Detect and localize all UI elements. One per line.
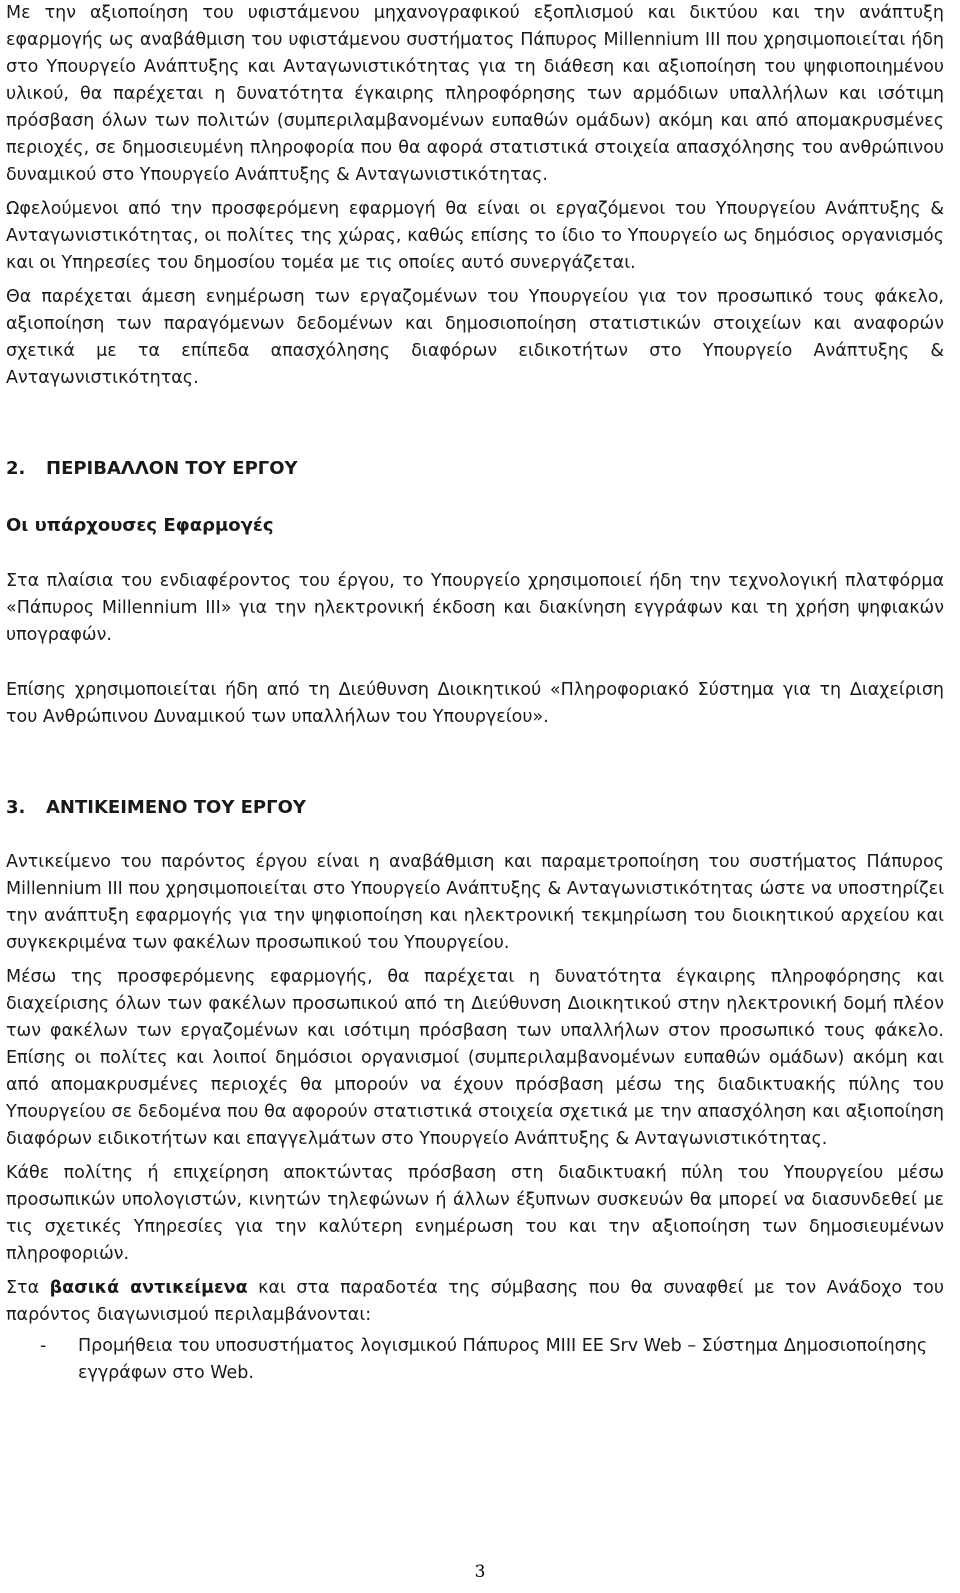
paragraph-intro: Με την αξιοποίηση του υφιστάμενου μηχανογραφικού εξοπλισμού και δικτύου και την ανάπτυξη εφαρμογής ως αναβάθμιση του υφιστάμενου συστήματος Πάπυρος Millennium III που χρησιμοποιείται ήδη στο Υπουργείο Ανάπτυξης και Ανταγωνιστικότητας για τη διάθεση και αξιοποίηση του ψηφιοποιημένου υλικού, θα παρέχεται η δυνατότητα έγκαιρης πληροφόρησης των αρμόδιων υπαλλήλων και ισότιμη πρόσβαση όλων των πολιτών (συμπεριλαμβανομένων ευπαθών ομάδων) ακόμη και από απομακρυσμένες περιοχές, σε δημοσιευμένη πληροφορία που θα αφορά στατιστικά στοιχεία απασχόλησης του ανθρώπινου δυναμικού στο Υπουργείο Ανάπτυξης & Ανταγωνιστικότητας.	[6, 3, 944, 185]
section-2-number: 2.	[6, 458, 26, 479]
section-3-heading	[6, 794, 944, 821]
section-3-title: ΑΝΤΙΚΕΙΜΕΝΟ ΤΟΥ ΕΡΓΟΥ	[46, 797, 306, 818]
paragraph-object-1: Αντικείμενο του παρόντος έργου είναι η αναβάθμιση και παραμετροποίηση του συστήματος Πάπυρος Millennium III που χρησιμοποιείται στο Υπουργείο Ανάπτυξης & Ανταγωνιστικότητας ώστε να υποστηρίζει την ανάπτυξη εφαρμογής για την ψηφιοποίηση και ηλεκτρονική τεκμηρίωση του διοικητικού αρχείου και συγκεκριμένα των φακέλων προσωπικού του Υπουργείου.	[6, 852, 944, 953]
paragraph-existing-apps-1: Στα πλαίσια του ενδιαφέροντος του έργου, το Υπουργείο χρησιμοποιεί ήδη την τεχνολογική πλατφόρμα «Πάπυρος Millennium III» για την ηλεκτρονική έκδοση και διακίνηση εγγράφων και τη χρήση ψηφιακών υπογραφών.	[6, 571, 944, 645]
section-2-title: ΠΕΡΙΒΑΛΛΟΝ ΤΟΥ ΕΡΓΟΥ	[46, 458, 298, 479]
paragraph-beneficiaries: Ωφελούμενοι από την προσφερόμενη εφαρμογή θα είναι οι εργαζόμενοι του Υπουργείου Ανάπτυξης & Ανταγωνιστικότητας, οι πολίτες της χώρας, καθώς επίσης το ίδιο το Υπουργείο ως δημόσιος οργανισμός και οι Υπηρεσίες του δημοσίου τομέα με τις οποίες αυτό συνεργάζεται.	[6, 199, 944, 273]
paragraph-main-deliverables	[6, 1275, 944, 1329]
paragraph-object-2: Μέσω της προσφερόμενης εφαρμογής, θα παρέχεται η δυνατότητα έγκαιρης πληροφόρησης και διαχείρισης όλων των φακέλων προσωπικού από τη Διεύθυνση Διοικητικού στην ηλεκτρονική δομή πλέον των φακέλων των εργαζομένων και ισότιμη πρόσβαση των υπαλλήλων στον προσωπικό τους φάκελο. Επίσης οι πολίτες και λοιποί δημόσιοι οργανισμοί (συμπεριλαμβανομένων ευπαθών ομάδων) ακόμη και από απομακρυσμένες περιοχές θα μπορούν να έχουν πρόσβαση μέσω της διαδικτυακής πύλης του Υπουργείου σε δεδομένα που θα αφορούν στατιστικά στοιχεία σχετικά με την απασχόληση και αξιοποίηση διαφόρων ειδικοτήτων και επαγγελμάτων στο Υπουργείο Ανάπτυξης & Ανταγωνιστικότητας.	[6, 967, 944, 1149]
paragraph-existing-apps-2: Επίσης χρησιμοποιείται ήδη από τη Διεύθυνση Διοικητικού «Πληροφοριακό Σύστημα για τη Διαχείριση του Ανθρώπινου Δυναμικού των υπαλλήλων του Υπουργείου».	[6, 680, 944, 727]
main-deliverables-bold: βασικά αντικείμενα	[49, 1278, 248, 1298]
page-number: 3	[474, 1562, 486, 1582]
deliverables-list	[6, 1333, 944, 1387]
list-item-marker: -	[40, 1336, 47, 1356]
main-deliverables-suffix: και στα παραδοτέα της σύμβασης που θα συναφθεί με τον Ανάδοχο του παρόντος διαγωνισμού περιλαμβάνονται:	[6, 1278, 944, 1325]
section-2-heading	[6, 455, 944, 482]
section-3-number: 3.	[6, 797, 26, 818]
paragraph-object-3: Κάθε πολίτης ή επιχείρηση αποκτώντας πρόσβαση στη διαδικτυακή πύλη του Υπουργείου μέσω προσωπικών υπολογιστών, κινητών τηλεφώνων ή άλλων έξυπνων συσκευών θα μπορεί να διασυνδεθεί με τις σχετικές Υπηρεσίες για την καλύτερη ενημέρωση του και την αξιοποίηση των δημοσιευμένων πληροφοριών.	[6, 1163, 944, 1264]
subheading-existing-apps: Οι υπάρχουσες Εφαρμογές	[6, 515, 274, 536]
list-item-text: Προμήθεια του υποσυστήματος λογισμικού Πάπυρος MIII EE Srv Web – Σύστημα Δημοσιοποίησης εγγράφων στο Web.	[78, 1336, 928, 1383]
list-item	[6, 1333, 944, 1387]
main-deliverables-prefix: Στα	[6, 1278, 40, 1298]
paragraph-updates: Θα παρέχεται άμεση ενημέρωση των εργαζομένων του Υπουργείου για τον προσωπικό τους φάκελο, αξιοποίηση των παραγόμενων δεδομένων και δημοσιοποίηση στατιστικών στοιχείων και αναφορών σχετικά με τα επίπεδα απασχόλησης διαφόρων ειδικοτήτων στο Υπουργείο Ανάπτυξης & Ανταγωνιστικότητας.	[6, 287, 944, 388]
